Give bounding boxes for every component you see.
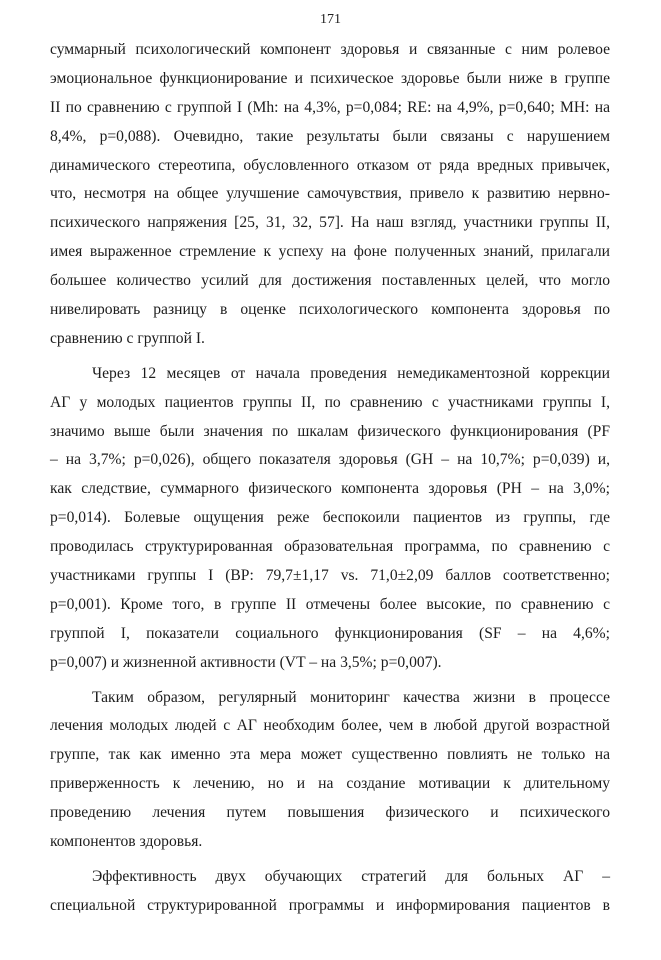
paragraph-4 — [50, 863, 610, 921]
text-line: группой I, показатели социального функционирования (SF – на 4,6%; — [50, 624, 610, 642]
text-line: сравнению с группой I. — [50, 329, 205, 347]
text-line: что, несмотря на общее улучшение самочувствия, привело к развитию нервно- — [50, 185, 610, 203]
text-line: Эффективность двух обучающих стратегий для больных АГ – — [92, 867, 610, 885]
text-line: динамического стереотипа, обусловленного отказом от ряда вредных привычек, — [50, 156, 610, 174]
text-line: компонентов здоровья. — [50, 833, 203, 851]
text-line: участниками группы I (BP: 79,7±1,17 vs. 71,0±2,09 баллов соответственно; — [50, 567, 610, 585]
text-line: приверженность к лечению, но и на создание мотивации к длительному — [50, 775, 610, 793]
paragraph-1 — [50, 36, 610, 354]
text-line: лечения молодых людей с АГ необходим более, чем в любой другой возрастной — [50, 717, 610, 735]
text-line: АГ у молодых пациентов группы II, по сравнению с участниками группы I, — [50, 393, 610, 411]
text-line: суммарный психологический компонент здоровья и связанные с ним ролевое — [50, 41, 610, 58]
body-text — [50, 36, 610, 921]
text-line: нивелировать разницу в оценке психологического компонента здоровья по — [50, 301, 610, 319]
text-line: как следствие, суммарного физического компонента здоровья (PH – на 3,0%; — [50, 480, 610, 498]
page-number: 171 — [320, 12, 341, 27]
text-line: группе, так как именно эта мера может существенно повлиять не только на — [50, 746, 610, 764]
text-line: проводилась структурированная образовательная программа, по сравнению с — [50, 538, 610, 556]
text-line: эмоциональное функционирование и психическое здоровье были ниже в группе — [50, 69, 610, 87]
text-line: специальной структурированной программы и информирования пациентов в — [50, 896, 610, 914]
text-line: 8,4%, p=0,088). Очевидно, такие результаты были связаны с нарушением — [50, 127, 610, 145]
paragraph-2 — [50, 360, 610, 678]
paragraph-3 — [50, 684, 610, 857]
text-line: – на 3,7%; p=0,026), общего показателя здоровья (GH – на 10,7%; p=0,039) и, — [50, 451, 610, 469]
text-line: значимо выше были значения по шкалам физического функционирования (PF — [50, 422, 610, 440]
text-line: Через 12 месяцев от начала проведения немедикаментозной коррекции — [92, 364, 610, 382]
text-line: p=0,014). Болевые ощущения реже беспокоили пациентов из группы, где — [50, 509, 610, 527]
text-line: II по сравнению с группой I (Mh: на 4,3%, p=0,084; RE: на 4,9%, p=0,640; MH: на — [50, 98, 610, 116]
text-line: Таким образом, регулярный мониторинг качества жизни в процессе — [92, 688, 610, 706]
text-line: психического напряжения [25, 31, 32, 57]. На наш взгляд, участники группы II, — [50, 214, 610, 232]
text-line: большее количество усилий для достижения поставленных целей, что могло — [50, 272, 610, 290]
text-line: имея выраженное стремление к успеху на фоне полученных знаний, прилагали — [50, 243, 610, 261]
text-line: p=0,001). Кроме того, в группе II отмечены более высокие, по сравнению с — [50, 595, 610, 613]
text-line: проведению лечения путем повышения физического и психического — [50, 804, 610, 822]
text-line: p=0,007) и жизненной активности (VT – на 3,5%; p=0,007). — [50, 653, 442, 671]
